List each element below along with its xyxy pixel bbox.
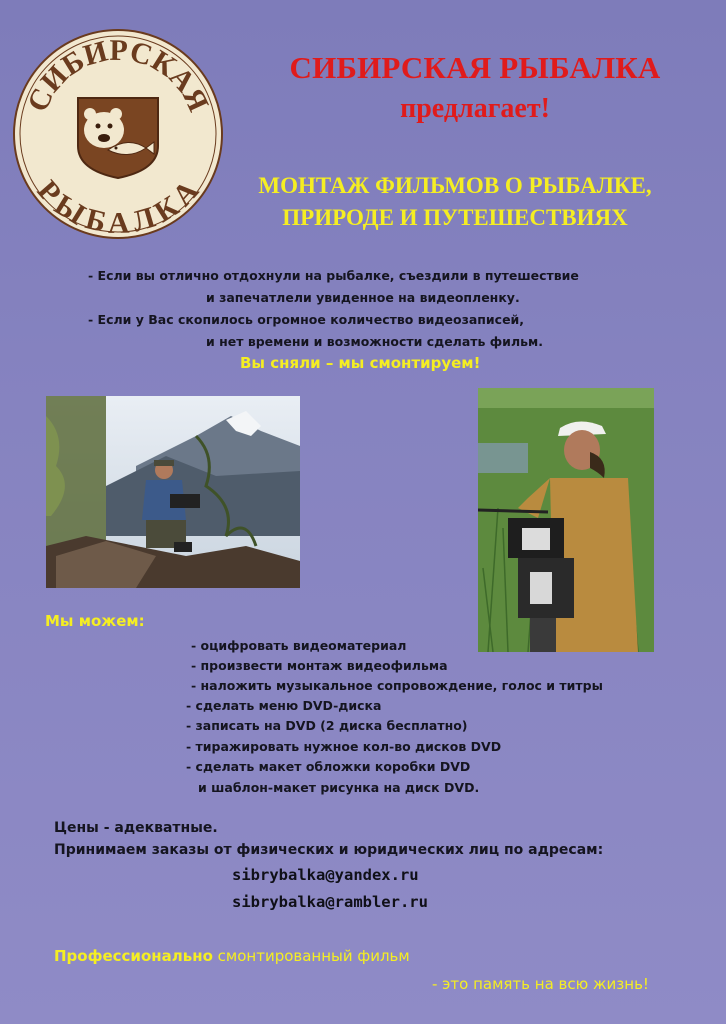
headline-line-1: МОНТАЖ ФИЛЬМОВ О РЫБАЛКЕ, (258, 173, 652, 198)
headline-line-2: ПРИРОДЕ И ПУТЕШЕСТВИЯХ (282, 205, 628, 230)
logo-bottom-text: РЫБАЛКА (30, 174, 206, 240)
service-item: и шаблон-макет рисунка на диск DVD. (198, 780, 480, 795)
bear-shield-icon (78, 98, 158, 178)
page-title: СИБИРСКАЯ РЫБАЛКА (289, 50, 661, 85)
logo-top-text: СИБИРСКАЯ (20, 33, 216, 117)
orders-text: Принимаем заказы от физических и юридических лиц по адресам: (54, 842, 604, 858)
photo-mountain-cameraman (46, 396, 300, 588)
photo-field-cameraman (478, 388, 654, 652)
logo (12, 28, 224, 240)
email-rambler-link[interactable]: sibrybalka@rambler.ru (232, 893, 428, 911)
intro-line-2: и запечатлели увиденное на видеопленку. (206, 290, 520, 305)
email-yandex-link[interactable]: sibrybalka@yandex.ru (232, 866, 419, 884)
service-item: - сделать макет обложки коробки DVD (186, 759, 471, 774)
footer-line-1 (54, 947, 410, 965)
page-subtitle: предлагает! (400, 93, 550, 124)
service-item: - оцифровать видеоматериал (191, 638, 407, 653)
service-item: - произвести монтаж видеофильма (191, 658, 448, 673)
prices-text: Цены - адекватные. (54, 820, 218, 836)
intro-line-4: и нет времени и возможности сделать фильм. (206, 334, 543, 349)
intro-line-1: - Если вы отлично отдохнули на рыбалке, съездили в путешествие (88, 268, 579, 283)
services-heading: Мы можем: (45, 612, 145, 630)
service-item: - тиражировать нужное кол-во дисков DVD (186, 739, 502, 754)
intro-line-3: - Если у Вас скопилось огромное количество видеозаписей, (88, 312, 525, 327)
footer-bold-word: Профессионально (54, 947, 213, 965)
slogan: Вы сняли – мы смонтируем! (240, 354, 481, 372)
service-item: - сделать меню DVD-диска (186, 698, 382, 713)
footer-line-2: - это память на всю жизнь! (432, 975, 649, 993)
service-item: - записать на DVD (2 диска бесплатно) (186, 718, 468, 733)
service-item: - наложить музыкальное сопровождение, голос и титры (191, 678, 603, 693)
footer-rest: смонтированный фильм (212, 947, 410, 965)
